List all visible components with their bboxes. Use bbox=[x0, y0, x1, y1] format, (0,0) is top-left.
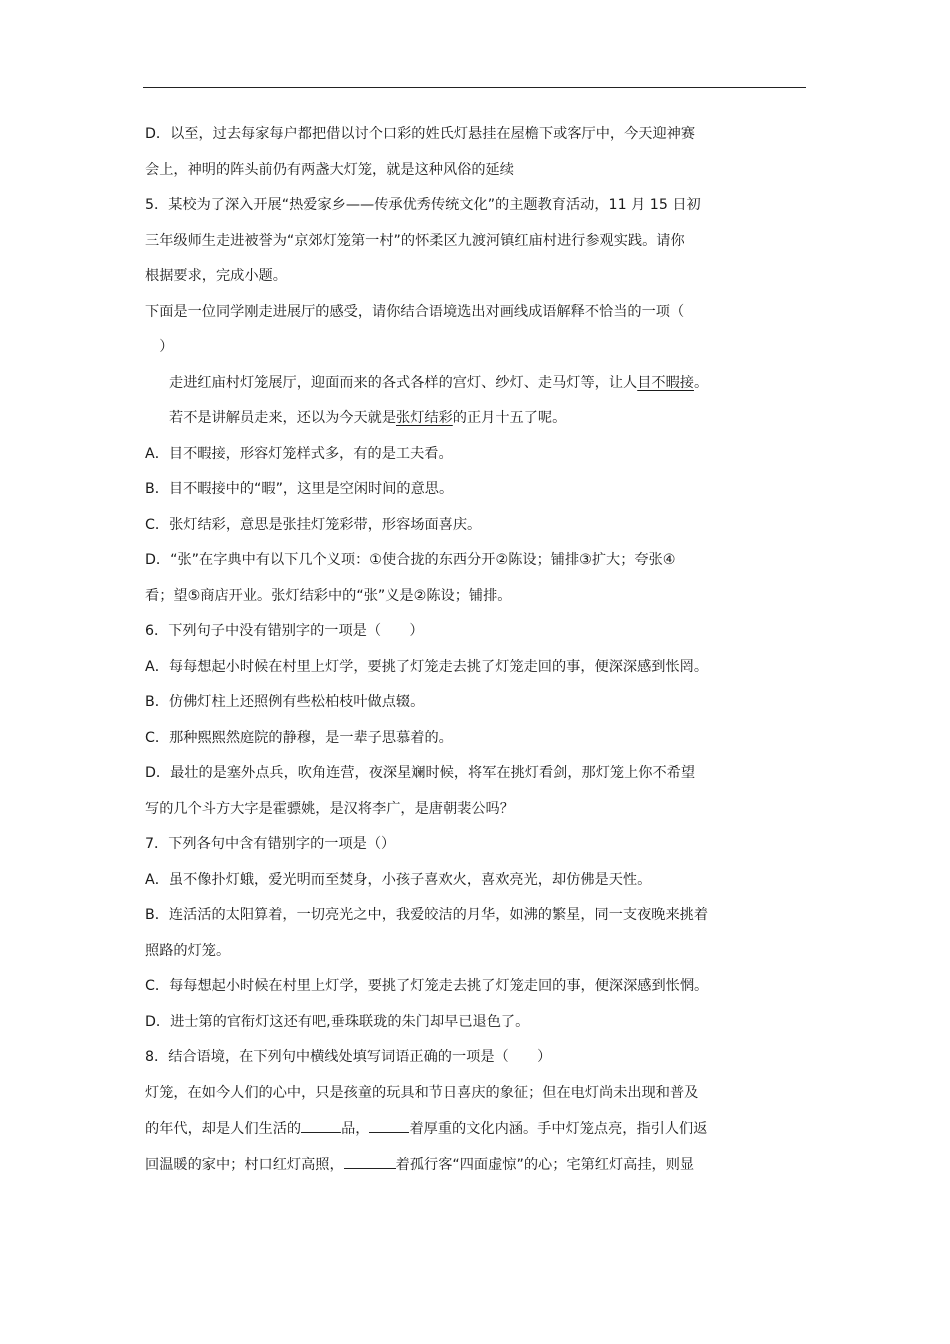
text-line bbox=[145, 1083, 810, 1119]
text-segment: 6．下列句子中没有错别字的一项是（ ） bbox=[145, 623, 424, 639]
text-segment: 根据要求，完成小题。 bbox=[145, 268, 287, 284]
text-line bbox=[145, 479, 810, 515]
text-segment: 回温暖的家中；村口红灯高照， bbox=[145, 1156, 344, 1173]
text-segment: 照路的灯笼。 bbox=[145, 942, 231, 959]
text-segment: B．目不暇接中的“暇”，这里是空闲时间的意思。 bbox=[145, 481, 454, 497]
text-segment: D．“张”在字典中有以下几个义项：①使合拢的东西分开②陈设；铺排③扩大；夸张④ bbox=[145, 552, 676, 568]
text-segment: C．每每想起小时候在村里上灯学，要挑了灯笼走去挑了灯笼走回的事，便深深感到怅惘。 bbox=[145, 978, 709, 994]
text-line bbox=[145, 1047, 810, 1083]
text-segment: 下面是一位同学刚走进展厅的感受，请你结合语境选出对画线成语解释不恰当的一项（ bbox=[145, 303, 685, 320]
fill-in-blank bbox=[301, 1118, 341, 1133]
text-line bbox=[145, 124, 810, 160]
text-line bbox=[145, 231, 810, 267]
text-segment: A．目不暇接，形容灯笼样式多，有的是工夫看。 bbox=[145, 445, 453, 462]
text-line bbox=[145, 373, 810, 409]
text-segment: 着孤行客“四面虚惊”的心；宅第红灯高挂，则显 bbox=[395, 1156, 695, 1173]
text-segment: A．每每想起小时候在村里上灯学，要挑了灯笼走去挑了灯笼走回的事，便深深感到怅罔。 bbox=[145, 658, 709, 675]
text-line bbox=[145, 1154, 810, 1190]
text-line bbox=[145, 408, 810, 444]
text-segment: 8．结合语境，在下列句中横线处填写词语正确的一项是（ ） bbox=[145, 1049, 552, 1065]
text-line bbox=[145, 799, 810, 835]
text-segment: 三年级师生走进被誉为“京郊灯笼第一村”的怀柔区九渡河镇红庙村进行参观实践。请你 bbox=[145, 232, 685, 249]
text-segment: 的年代，却是人们生活的 bbox=[145, 1121, 302, 1137]
text-line bbox=[145, 444, 810, 480]
text-line bbox=[145, 515, 810, 551]
fill-in-blank bbox=[344, 1154, 396, 1169]
text-segment: A．虽不像扑灯蛾，爱光明而至焚身，小孩子喜欢火，喜欢亮光，却仿佛是天性。 bbox=[145, 871, 652, 888]
text-line bbox=[145, 1118, 810, 1154]
text-line bbox=[145, 195, 810, 231]
text-segment: C．张灯结彩，意思是张挂灯笼彩带，形容场面喜庆。 bbox=[145, 516, 482, 533]
text-segment: 5．某校为了深入开展“热爱家乡——传承优秀传统文化”的主题教育活动，11 月 15 日初 bbox=[145, 197, 701, 213]
text-line bbox=[145, 692, 810, 728]
text-segment: 写的几个斗方大字是霍骠姚，是汉将李广，是唐朝裴公吗？ bbox=[145, 800, 514, 817]
text-segment: C．那种熙熙然庭院的静穆，是一辈子思慕着的。 bbox=[145, 729, 453, 746]
text-line bbox=[145, 266, 810, 302]
underlined-idiom: 目不暇接 bbox=[637, 374, 694, 391]
text-segment: D．最壮的是塞外点兵，吹角连营，夜深星斓时候，将军在挑灯看剑，那灯笼上你不希望 bbox=[145, 765, 696, 781]
text-line bbox=[145, 550, 810, 586]
text-line bbox=[145, 728, 810, 764]
text-segment: 着厚重的文化内涵。手中灯笼点亮，指引人们返 bbox=[409, 1121, 708, 1137]
document-body bbox=[145, 124, 810, 1189]
text-segment: 。 bbox=[693, 374, 709, 391]
fill-in-blank bbox=[369, 1118, 409, 1133]
text-segment: 品， bbox=[341, 1121, 370, 1137]
text-line bbox=[145, 657, 810, 693]
text-line bbox=[145, 834, 810, 870]
text-segment: D．进士第的官衔灯这还有吧,垂珠联珑的朱门却早已退色了。 bbox=[145, 1013, 530, 1030]
text-segment: 看；望⑤商店开业。张灯结彩中的“张”义是②陈设；铺排。 bbox=[145, 587, 512, 604]
text-segment: 走进红庙村灯笼展厅，迎面而来的各式各样的宫灯、纱灯、走马灯等，让人 bbox=[169, 374, 638, 391]
text-line bbox=[145, 1012, 810, 1048]
text-segment: B．仿佛灯柱上还照例有些松柏枝叶做点辍。 bbox=[145, 694, 425, 710]
text-segment: ） bbox=[145, 339, 174, 355]
underlined-idiom: 张灯结彩 bbox=[396, 410, 453, 426]
text-segment: 7．下列各句中含有错别字的一项是（） bbox=[145, 836, 396, 852]
text-line bbox=[145, 870, 810, 906]
text-segment: B．连活活的太阳算着，一切亮光之中，我爱皎洁的月华，如沸的繁星，同一支夜晚来挑着 bbox=[145, 907, 709, 923]
text-line bbox=[145, 905, 810, 941]
text-segment: 灯笼，在如今人们的心中，只是孩童的玩具和节日喜庆的象征；但在电灯尚未出现和普及 bbox=[145, 1084, 699, 1101]
text-line bbox=[145, 160, 810, 196]
header-rule bbox=[143, 87, 806, 88]
text-segment: 会上，神明的阵头前仍有两盏大灯笼，就是这种风俗的延续 bbox=[145, 161, 514, 178]
text-line bbox=[145, 302, 810, 338]
text-line bbox=[145, 763, 810, 799]
text-line bbox=[145, 337, 810, 373]
text-line bbox=[145, 621, 810, 657]
text-segment: 的正月十五了呢。 bbox=[452, 410, 567, 426]
text-line bbox=[145, 941, 810, 977]
text-segment: D．以至，过去每家每户都把借以讨个口彩的姓氏灯悬挂在屋檐下或客厅中，今天迎神赛 bbox=[145, 126, 696, 142]
text-segment: 若不是讲解员走来，还以为今天就是 bbox=[169, 410, 397, 426]
text-line bbox=[145, 586, 810, 622]
text-line bbox=[145, 976, 810, 1012]
